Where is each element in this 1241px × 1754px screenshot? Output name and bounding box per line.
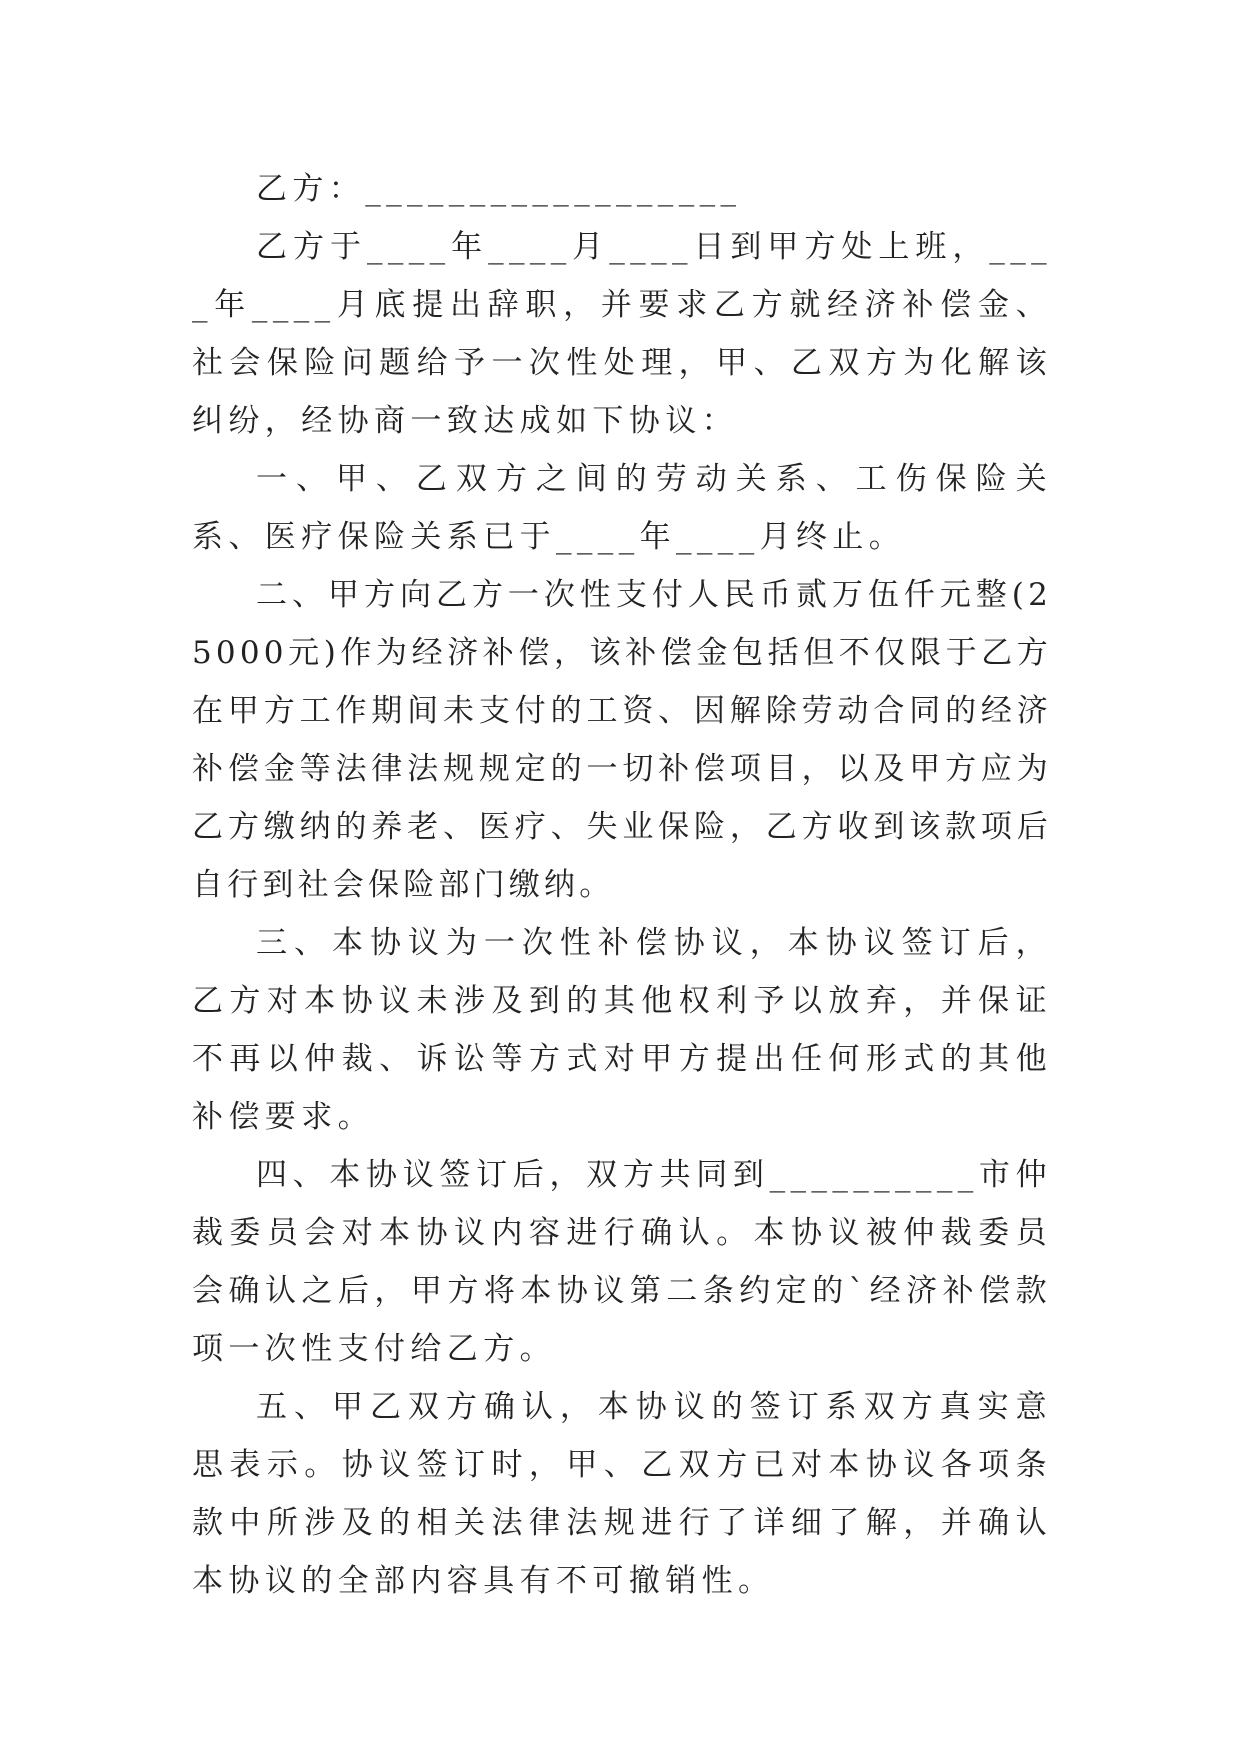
document-page <box>192 160 1052 1610</box>
clause-5: 五、甲乙双方确认，本协议的签订系双方真实意思表示。协议签订时，甲、乙双方已对本协议各项条款中所涉及的相关法律法规进行了详细了解，并确认本协议的全部内容具有不可撤销性。 <box>192 1389 1052 1599</box>
clause-2: 二、甲方向乙方一次性支付人民币贰万伍仟元整(25000元)作为经济补偿，该补偿金包括但不仅限于乙方在甲方工作期间未支付的工资、因解除劳动合同的经济补偿金等法律法规规定的一切补偿项目，以及甲方应为乙方缴纳的养老、医疗、失业保险，乙方收到该款项后自行到社会保险部门缴纳。 <box>192 577 1052 903</box>
clause-1: 一、甲、乙双方之间的劳动关系、工伤保险关系、医疗保险关系已于____年____月终止。 <box>192 461 1052 555</box>
clause-4: 四、本协议签订后，双方共同到__________市仲裁委员会对本协议内容进行确认。本协议被仲裁委员会确认之后，甲方将本协议第二条约定的`经济补偿款项一次性支付给乙方。 <box>192 1157 1052 1367</box>
clause-3: 三、本协议为一次性补偿协议，本协议签订后，乙方对本协议未涉及到的其他权利予以放弃，并保证不再以仲裁、诉讼等方式对甲方提出任何形式的其他补偿要求。 <box>192 925 1052 1135</box>
party-b-line: 乙方：__________________ <box>256 171 742 207</box>
intro-paragraph: 乙方于____年____月____日到甲方处上班，____年____月底提出辞职，并要求乙方就经济补偿金、社会保险问题给予一次性处理，甲、乙双方为化解该纠纷，经协商一致达成如下协议： <box>192 229 1052 439</box>
